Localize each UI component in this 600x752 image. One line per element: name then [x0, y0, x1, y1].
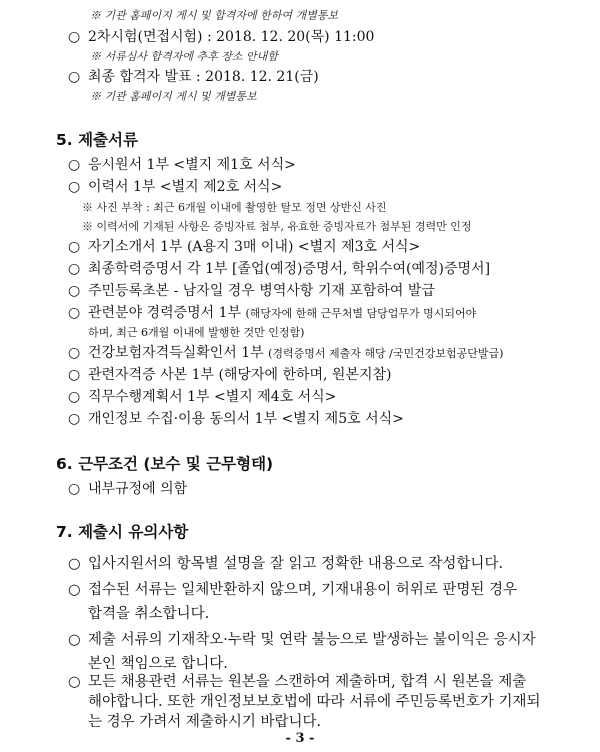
- doc-self-intro-text: 자기소개서 1부 (A용지 3매 이내) <별지 제3호 서식>: [88, 239, 421, 255]
- section-6-title: 6. 근무조건 (보수 및 근무형태): [56, 455, 274, 473]
- doc-privacy-consent: [68, 408, 404, 428]
- bullet-icon: ○: [68, 69, 81, 85]
- doc-career-continued: 하며, 최근 6개월 이내에 발행한 것만 인정함): [88, 326, 305, 339]
- bullet-icon: ○: [68, 239, 81, 255]
- caution-3-text: 제출 서류의 기재착오·누락 및 연락 불능으로 발생하는 불이익은 응시자: [88, 632, 536, 648]
- note-evidence: ※ 이력서에 기재된 사항은 증빙자료 첨부, 유효한 증빙자료가 첨부된 경력만 인정: [82, 220, 472, 233]
- caution-1: [68, 552, 503, 573]
- doc-certificate: [68, 364, 392, 384]
- caution-3: [68, 628, 536, 649]
- bullet-icon: ○: [68, 29, 81, 45]
- doc-self-intro: [68, 236, 420, 256]
- doc-application-text: 응시원서 1부 <별지 제1호 서식>: [88, 157, 296, 173]
- caution-4: [68, 670, 526, 691]
- section-7-title: 7. 제출시 유의사항: [56, 523, 189, 541]
- schedule-interview: [68, 26, 374, 46]
- bullet-icon: ○: [68, 179, 81, 195]
- bullet-icon: ○: [68, 674, 81, 690]
- caution-4-continued-1: 해야합니다. 또한 개인정보보호법에 따라 서류에 주민등록번호가 기재되: [88, 694, 541, 710]
- work-condition-text: 내부규정에 의함: [88, 481, 188, 497]
- doc-application: [68, 154, 296, 174]
- doc-privacy-consent-text: 개인정보 수집·이용 동의서 1부 <별지 제5호 서식>: [88, 411, 404, 427]
- schedule-final-announcement: [68, 66, 319, 86]
- bullet-icon: ○: [68, 157, 81, 173]
- doc-education-text: 최종학력증명서 각 1부 [졸업(예정)증명서, 학위수여(예정)증명서]: [88, 261, 491, 277]
- bullet-icon: ○: [68, 367, 81, 383]
- schedule-final-text: 최종 합격자 발표 : 2018. 12. 21(금): [88, 69, 319, 85]
- bullet-icon: ○: [68, 389, 81, 405]
- bullet-icon: ○: [68, 261, 81, 277]
- caution-3-continued: 본인 책임으로 합니다.: [88, 656, 228, 672]
- doc-resume: [68, 176, 282, 196]
- doc-career-note: (해당자에 한해 근무처별 담당업무가 명시되어야: [245, 307, 477, 320]
- notice-homepage-individual: ※ 기관 홈페이지 게시 및 합격자에 한하여 개별통보: [90, 9, 338, 22]
- doc-certificate-text: 관련자격증 사본 1부 (해당자에 한하며, 원본지참): [88, 367, 392, 383]
- caution-4-text: 모든 채용관련 서류는 원본을 스캔하여 제출하며, 합격 시 원본을 제출: [88, 674, 527, 690]
- doc-residence-text: 주민등록초본 - 남자일 경우 병역사항 기재 포함하여 발급: [88, 283, 435, 299]
- section-5-title: 5. 제출서류: [56, 131, 138, 149]
- caution-2: [68, 578, 517, 599]
- doc-job-plan: [68, 386, 336, 406]
- doc-residence: [68, 280, 435, 300]
- page-number: - 3 -: [285, 731, 315, 746]
- bullet-icon: ○: [68, 582, 81, 598]
- notice-location: ※ 서류심사 합격자에 추후 장소 안내함: [90, 50, 278, 63]
- caution-4-continued-2: 는 경우 가려서 제출하시기 바랍니다.: [88, 714, 322, 730]
- notice-homepage: ※ 기관 홈페이지 게시 및 개별통보: [90, 90, 257, 103]
- doc-insurance-note: (경력증명서 제출자 해당 /국민건강보험공단발급): [268, 347, 504, 360]
- doc-insurance-text: 건강보험자격득실확인서 1부: [88, 345, 264, 361]
- bullet-icon: ○: [68, 632, 81, 648]
- doc-resume-text: 이력서 1부 <별지 제2호 서식>: [88, 179, 283, 195]
- bullet-icon: ○: [68, 411, 81, 427]
- schedule-interview-text: 2차시험(면접시험) : 2018. 12. 20(목) 11:00: [88, 29, 375, 45]
- doc-career: [68, 302, 476, 322]
- doc-education: [68, 258, 490, 278]
- caution-1-text: 입사지원서의 항목별 설명을 잘 읽고 정확한 내용으로 작성합니다.: [88, 556, 504, 572]
- bullet-icon: ○: [68, 283, 81, 299]
- caution-2-continued: 합격을 취소합니다.: [88, 606, 210, 622]
- bullet-icon: ○: [68, 481, 81, 497]
- note-photo: ※ 사진 부착 : 최근 6개월 이내에 촬영한 탈모 정면 상반신 사진: [82, 201, 387, 214]
- work-condition: [68, 478, 187, 498]
- bullet-icon: ○: [68, 556, 81, 572]
- doc-insurance: [68, 342, 503, 362]
- doc-job-plan-text: 직무수행계획서 1부 <별지 제4호 서식>: [88, 389, 337, 405]
- bullet-icon: ○: [68, 345, 81, 361]
- doc-career-text: 관련분야 경력증명서 1부: [88, 305, 242, 321]
- caution-2-text: 접수된 서류는 일체반환하지 않으며, 기재내용이 허위로 판명된 경우: [88, 582, 518, 598]
- bullet-icon: ○: [68, 305, 81, 321]
